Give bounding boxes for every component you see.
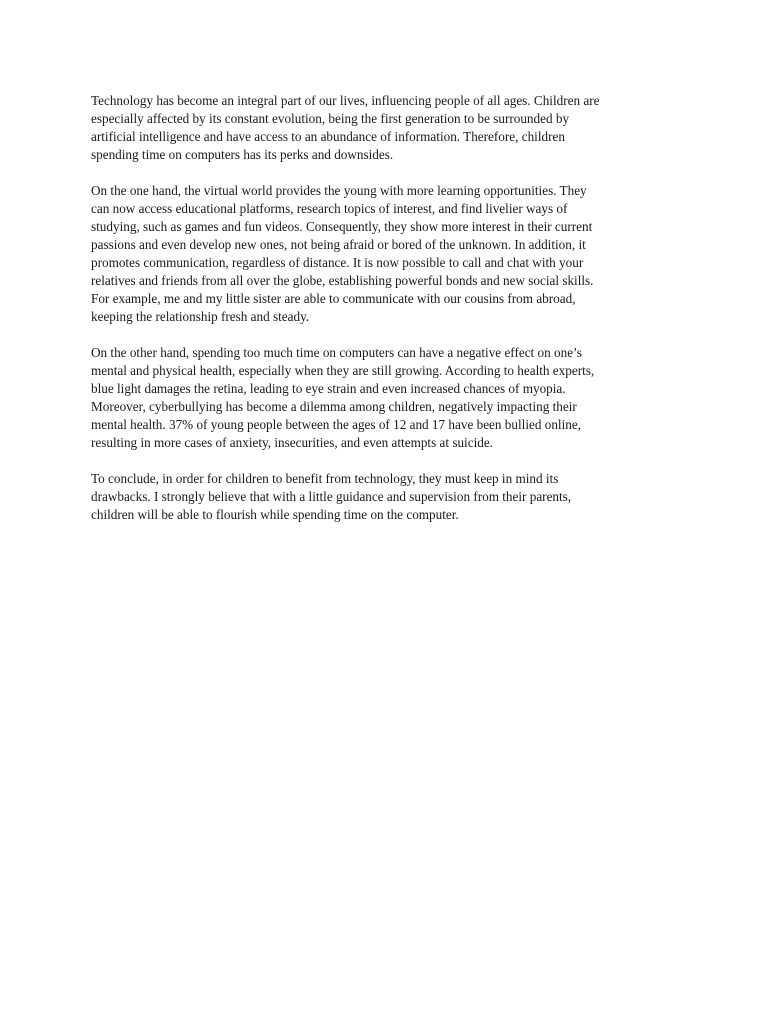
text-line: promotes communication, regardless of distance. It is now possible to call and chat with your — [91, 255, 584, 270]
document-body — [91, 92, 691, 542]
text-line: children will be able to flourish while spending time on the computer. — [91, 507, 459, 522]
text-line: drawbacks. I strongly believe that with a little guidance and supervision from their parents, — [91, 489, 572, 504]
text-line: can now access educational platforms, research topics of interest, and find livelier ways of — [91, 201, 568, 216]
paragraph-intro — [91, 92, 691, 164]
paragraph-benefits — [91, 182, 691, 326]
text-line: On the one hand, the virtual world provides the young with more learning opportunities. They — [91, 183, 587, 198]
text-line: mental and physical health, especially when they are still growing. According to health experts, — [91, 363, 595, 378]
paragraph-drawbacks — [91, 344, 691, 452]
text-line: Technology has become an integral part of our lives, influencing people of all ages. Children are — [91, 93, 600, 108]
text-line: resulting in more cases of anxiety, insecurities, and even attempts at suicide. — [91, 435, 493, 450]
text-line: relatives and friends from all over the globe, establishing powerful bonds and new social skills. — [91, 273, 594, 288]
text-line: studying, such as games and fun videos. Consequently, they show more interest in their current — [91, 219, 593, 234]
text-line: blue light damages the retina, leading to eye strain and even increased chances of myopia. — [91, 381, 566, 396]
text-line: For example, me and my little sister are able to communicate with our cousins from abroad, — [91, 291, 576, 306]
text-line: On the other hand, spending too much time on computers can have a negative effect on one’s — [91, 345, 582, 360]
text-line: passions and even develop new ones, not being afraid or bored of the unknown. In addition, it — [91, 237, 586, 252]
text-line: keeping the relationship fresh and steady. — [91, 309, 310, 324]
text-line: spending time on computers has its perks and downsides. — [91, 147, 394, 162]
paragraph-conclusion — [91, 470, 691, 524]
text-line: Moreover, cyberbullying has become a dilemma among children, negatively impacting their — [91, 399, 577, 414]
text-line: mental health. 37% of young people between the ages of 12 and 17 have been bullied online, — [91, 417, 581, 432]
text-line: artificial intelligence and have access to an abundance of information. Therefore, children — [91, 129, 565, 144]
text-line: especially affected by its constant evolution, being the first generation to be surrounded by — [91, 111, 570, 126]
text-line: To conclude, in order for children to benefit from technology, they must keep in mind its — [91, 471, 559, 486]
